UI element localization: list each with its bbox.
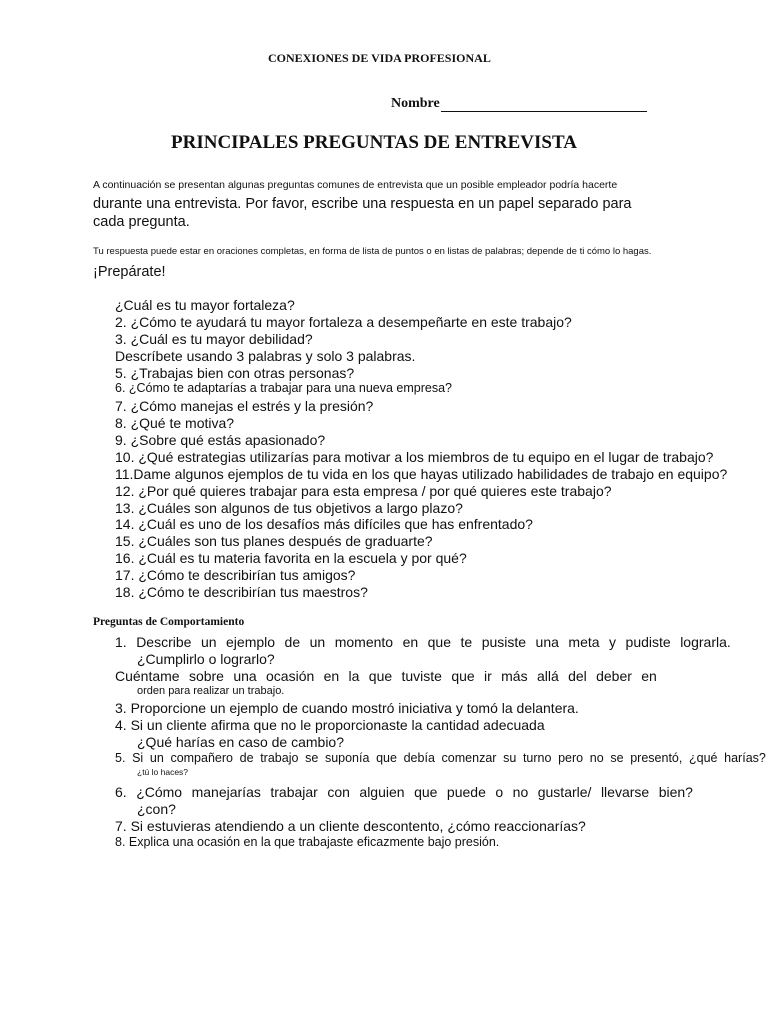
- word: 1.: [115, 634, 127, 650]
- behavioral-item-2: [115, 668, 657, 684]
- question-item: 10. ¿Qué estrategias utilizarías para motivar a los miembros de tu equipo en el lugar de trabajo?: [115, 449, 714, 465]
- behavioral-item-3: 3. Proporcione un ejemplo de cuando mostró iniciativa y tomó la delantera.: [115, 700, 579, 716]
- word: alguien: [359, 784, 405, 800]
- word: que: [427, 634, 451, 650]
- word: lograrla.: [680, 634, 731, 650]
- word: harías?: [724, 751, 766, 765]
- word: se: [305, 751, 319, 765]
- question-item: 9. ¿Sobre qué estás apasionado?: [115, 432, 326, 448]
- word: no: [589, 751, 604, 765]
- word: en: [323, 668, 340, 684]
- word: que: [414, 784, 438, 800]
- word: 5.: [115, 751, 126, 765]
- question-item: 11.Dame algunos ejemplos de tu vida en los que hayas utilizado habilidades de trabajo en equipo?: [115, 466, 728, 482]
- word: meta: [568, 634, 600, 650]
- word: con: [327, 784, 350, 800]
- behavioral-item-6-continued: ¿con?: [137, 801, 176, 817]
- question-item: ¿Cuál es tu mayor fortaleza?: [115, 297, 295, 313]
- program-header: CONEXIONES DE VIDA PROFESIONAL: [268, 51, 491, 65]
- question-item: 12. ¿Por qué quieres trabajar para esta empresa / por qué quieres este trabajo?: [115, 483, 612, 499]
- word: te: [460, 634, 473, 650]
- word: sobre: [188, 668, 224, 684]
- question-item: 8. ¿Qué te motiva?: [115, 415, 235, 431]
- word: ¿Cómo: [136, 784, 183, 800]
- word: trabajar: [270, 784, 318, 800]
- word: presentó,: [630, 751, 683, 765]
- word: manejarías: [191, 784, 261, 800]
- word: en: [402, 634, 419, 650]
- question-item: 18. ¿Cómo te describirían tus maestros?: [115, 584, 368, 600]
- word: pudiste: [625, 634, 671, 650]
- word: la: [348, 668, 360, 684]
- behavioral-item-6: [115, 784, 693, 800]
- word: suponía: [324, 751, 370, 765]
- word: compañero: [170, 751, 233, 765]
- word: un: [309, 634, 326, 650]
- question-item: 6. ¿Cómo te adaptarías a trabajar para una nueva empresa?: [115, 381, 453, 395]
- word: pero: [558, 751, 584, 765]
- word: un: [149, 751, 164, 765]
- word: o: [495, 784, 504, 800]
- word: y: [609, 634, 617, 650]
- question-item: 2. ¿Cómo te ayudará tu mayor fortaleza a desempeñarte en este trabajo?: [115, 314, 572, 330]
- word: Si: [132, 751, 144, 765]
- question-item: 16. ¿Cuál es tu materia favorita en la escuela y por qué?: [115, 550, 467, 566]
- word: ocasión: [266, 668, 315, 684]
- word: tuviste: [401, 668, 442, 684]
- behavioral-item-7: 7. Si estuvieras atendiendo a un cliente descontento, ¿cómo reaccionarías?: [115, 818, 586, 834]
- word: momento: [334, 634, 394, 650]
- word: su: [503, 751, 517, 765]
- word: del: [568, 668, 587, 684]
- word: una: [233, 668, 257, 684]
- word: que: [368, 668, 393, 684]
- question-item: 3. ¿Cuál es tu mayor debilidad?: [115, 331, 313, 347]
- prepare-text: ¡Prepárate!: [93, 264, 166, 280]
- name-field: [391, 96, 647, 112]
- name-blank-line: [441, 97, 647, 112]
- word: ir: [484, 668, 492, 684]
- word: bien?: [658, 784, 693, 800]
- word: de: [239, 751, 254, 765]
- word: 6.: [115, 784, 127, 800]
- behavioral-item-5: [115, 751, 766, 765]
- word: no: [512, 784, 529, 800]
- behavioral-heading: Preguntas de Comportamiento: [93, 616, 245, 628]
- question-item: 17. ¿Cómo te describirían tus amigos?: [115, 567, 356, 583]
- word: llevarse: [600, 784, 650, 800]
- behavioral-item-2-continued: orden para realizar un trabajo.: [137, 685, 285, 697]
- word: pusiste: [481, 634, 527, 650]
- word: un: [200, 634, 217, 650]
- word: que: [376, 751, 397, 765]
- word: Cuéntame: [115, 668, 180, 684]
- word: gustarle/: [537, 784, 592, 800]
- word: trabajo: [260, 751, 299, 765]
- word: que: [451, 668, 475, 684]
- word: Describe: [136, 634, 192, 650]
- word: deber: [596, 668, 632, 684]
- question-item: 13. ¿Cuáles son algunos de tus objetivos a largo plazo?: [115, 500, 463, 516]
- word: se: [610, 751, 624, 765]
- intro-note: Tu respuesta puede estar en oraciones completas, en forma de lista de puntos o en listas de palabras; depende de ti cómo lo hagas.: [93, 246, 652, 257]
- intro-line-3: cada pregunta.: [93, 214, 190, 230]
- word: una: [535, 634, 559, 650]
- question-item: 15. ¿Cuáles son tus planes después de graduarte?: [115, 533, 433, 549]
- name-label: Nombre: [391, 96, 440, 111]
- question-item: Descríbete usando 3 palabras y solo 3 palabras.: [115, 348, 416, 364]
- word: de: [284, 634, 301, 650]
- word: ¿qué: [689, 751, 718, 765]
- word: comenzar: [441, 751, 497, 765]
- question-item: 7. ¿Cómo manejas el estrés y la presión?: [115, 398, 374, 414]
- word: más: [501, 668, 528, 684]
- behavioral-item-4: 4. Si un cliente afirma que no le proporcionaste la cantidad adecuada: [115, 717, 545, 733]
- behavioral-item-1-continued: ¿Cumplirlo o lograrlo?: [137, 651, 275, 667]
- word: en: [641, 668, 657, 684]
- behavioral-item-4-continued: ¿Qué harías en caso de cambio?: [137, 734, 345, 750]
- intro-line-2: durante una entrevista. Por favor, escribe una respuesta en un papel separado para: [93, 196, 632, 212]
- word: puede: [446, 784, 486, 800]
- word: ejemplo: [226, 634, 276, 650]
- question-item: 5. ¿Trabajas bien con otras personas?: [115, 365, 355, 381]
- behavioral-item-1: [115, 634, 731, 650]
- question-item: 14. ¿Cuál es uno de los desafíos más difíciles que has enfrentado?: [115, 516, 533, 532]
- behavioral-item-8: 8. Explica una ocasión en la que trabajaste eficazmente bajo presión.: [115, 835, 500, 849]
- word: allá: [536, 668, 559, 684]
- page-title: PRINCIPALES PREGUNTAS DE ENTREVISTA: [171, 132, 577, 153]
- word: debía: [403, 751, 435, 765]
- intro-line-1: A continuación se presentan algunas preguntas comunes de entrevista que un posible empleador podría hacerte: [93, 179, 618, 191]
- word: turno: [522, 751, 552, 765]
- behavioral-item-5-continued: ¿tú lo haces?: [137, 767, 189, 777]
